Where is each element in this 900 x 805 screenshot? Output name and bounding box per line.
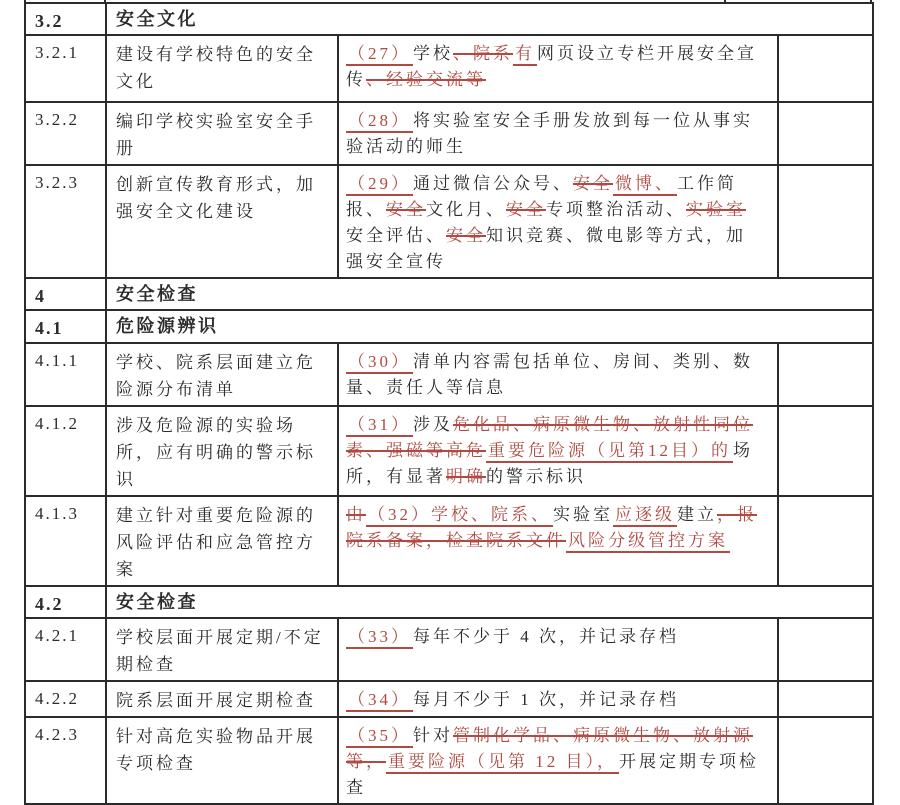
inserted-text: （35） <box>346 726 413 748</box>
text-segment: 文化月、 <box>426 200 506 219</box>
cell-item-description: 学校层面开展定期/不定期检查 <box>106 618 338 681</box>
item-row <box>25 618 873 681</box>
deleted-text: 安全 <box>386 200 426 219</box>
text-segment: 的警示标识 <box>486 467 586 486</box>
deleted-text: 明确 <box>446 467 486 486</box>
text-segment: 实验室 <box>553 505 613 524</box>
text-segment: 清单内容需包括单位、房间、类别、数量、责任人等信息 <box>346 352 753 397</box>
item-row <box>25 165 873 278</box>
text-segment: 针对 <box>413 726 453 745</box>
cell-clause-number: 4.1.3 <box>25 496 106 586</box>
cell-item-description: 涉及危险源的实验场所，应有明确的警示标识 <box>106 406 338 496</box>
cell-review-detail <box>338 343 778 406</box>
inserted-text: （31） <box>346 415 413 437</box>
text-segment: 每年不少于 4 次，并记录存档 <box>413 627 679 646</box>
cell-review-detail <box>338 717 778 804</box>
deleted-text: 实验室 <box>686 200 746 219</box>
inserted-text: （27） <box>346 44 413 66</box>
cell-clause-number: 4.2.3 <box>25 717 106 804</box>
cell-clause-number: 4.2.2 <box>25 681 106 717</box>
text-segment: 开展定期专项检查 <box>346 752 759 797</box>
inserted-text: （29） <box>346 174 413 196</box>
cell-score-empty <box>778 618 873 681</box>
inserted-text: （33） <box>346 627 413 649</box>
cell-clause-number: 3.2 <box>25 3 106 35</box>
cell-clause-number: 3.2.1 <box>25 35 106 102</box>
cell-item-description: 学校、院系层面建立危险源分布清单 <box>106 343 338 406</box>
cell-score-empty <box>778 717 873 804</box>
table-body <box>25 3 873 804</box>
text-segment: 每月不少于 1 次，并记录存档 <box>413 690 679 709</box>
cell-review-detail <box>338 618 778 681</box>
cell-review-detail <box>338 406 778 496</box>
deleted-text: ，报院系备案，检查院系文件 <box>346 505 757 550</box>
cell-item-description: 建立针对重要危险源的风险评估和应急管控方案 <box>106 496 338 586</box>
cell-clause-number: 4 <box>25 278 106 310</box>
cell-item-description: 针对高危实验物品开展专项检查 <box>106 717 338 804</box>
inserted-text: 应逐级 <box>613 505 677 527</box>
text-segment: 通过微信公众号、 <box>413 174 573 193</box>
cell-clause-number: 4.2 <box>25 586 106 618</box>
section-row <box>25 310 873 343</box>
cell-item-description: 院系层面开展定期检查 <box>106 681 338 717</box>
cell-score-empty <box>778 406 873 496</box>
section-row <box>25 586 873 618</box>
cell-score-empty <box>778 681 873 717</box>
item-row <box>25 717 873 804</box>
cell-item-description: 编印学校实验室安全手册 <box>106 102 338 165</box>
cell-section-title: 安全文化 <box>106 3 873 35</box>
cell-clause-number: 4.1.1 <box>25 343 106 406</box>
item-row <box>25 681 873 717</box>
text-segment: 场所，有显著 <box>346 441 753 486</box>
text-segment: 安全评估、 <box>346 226 446 245</box>
text-segment: 建立 <box>677 505 717 524</box>
inserted-text: （34） <box>346 690 413 712</box>
cell-section-title: 安全检查 <box>106 586 873 618</box>
cell-clause-number: 3.2.3 <box>25 165 106 278</box>
deleted-text: 安全 <box>506 200 546 219</box>
inserted-text: 有 <box>513 44 537 66</box>
text-segment: 学校 <box>413 44 453 63</box>
cell-review-detail <box>338 102 778 165</box>
cell-item-description: 创新宣传教育形式，加强安全文化建设 <box>106 165 338 278</box>
deleted-text: 、经验交流等 <box>366 70 486 89</box>
item-row <box>25 102 873 165</box>
item-row <box>25 406 873 496</box>
text-segment: 工作简报、 <box>346 174 737 219</box>
item-row <box>25 343 873 406</box>
inserted-text: 风险分级管控方案 <box>566 531 730 553</box>
cell-section-title: 危险源辨识 <box>106 310 873 343</box>
cell-clause-number: 4.1 <box>25 310 106 343</box>
text-segment: 涉及 <box>413 415 453 434</box>
cell-score-empty <box>778 343 873 406</box>
cell-score-empty <box>778 165 873 278</box>
cell-section-title: 安全检查 <box>106 278 873 310</box>
deleted-text: 由 <box>346 505 366 524</box>
deleted-text: 危化品、病原微生物、放射性同位素、强磁等高危 <box>346 415 753 460</box>
inserted-text: 重要险源（见第 12 目）， <box>386 752 619 774</box>
cell-clause-number: 4.2.1 <box>25 618 106 681</box>
inserted-text: （30） <box>346 352 413 374</box>
item-row <box>25 35 873 102</box>
deleted-text: 安全 <box>573 174 613 193</box>
inserted-text: 重要危险源（见第12目）的 <box>486 441 733 463</box>
inserted-text: （32）学校、院系、 <box>366 505 553 527</box>
text-segment: 知识竞赛、微电影等方式，加强安全宣传 <box>346 226 746 271</box>
section-row <box>25 3 873 35</box>
text-segment: 将实验室安全手册发放到每一位从事实验活动的师生 <box>346 111 753 156</box>
inserted-text: （28） <box>346 111 413 133</box>
cell-review-detail <box>338 496 778 586</box>
cell-score-empty <box>778 102 873 165</box>
deleted-text: 安全 <box>446 226 486 245</box>
text-segment: 网页设立专栏开展安全宣传 <box>346 44 757 89</box>
cell-review-detail <box>338 165 778 278</box>
deleted-text: 、院系 <box>453 44 513 63</box>
cell-score-empty <box>778 35 873 102</box>
item-row <box>25 496 873 586</box>
cell-item-description: 建设有学校特色的安全文化 <box>106 35 338 102</box>
cell-clause-number: 3.2.2 <box>25 102 106 165</box>
inserted-text: 微博、 <box>613 174 677 196</box>
safety-criteria-table <box>24 2 874 805</box>
cell-review-detail <box>338 681 778 717</box>
cell-clause-number: 4.1.2 <box>25 406 106 496</box>
deleted-text: 管制化学品、病原微生物、放射源等， <box>346 726 753 771</box>
cell-review-detail <box>338 35 778 102</box>
cell-score-empty <box>778 496 873 586</box>
section-row <box>25 278 873 310</box>
text-segment: 专项整治活动、 <box>546 200 686 219</box>
